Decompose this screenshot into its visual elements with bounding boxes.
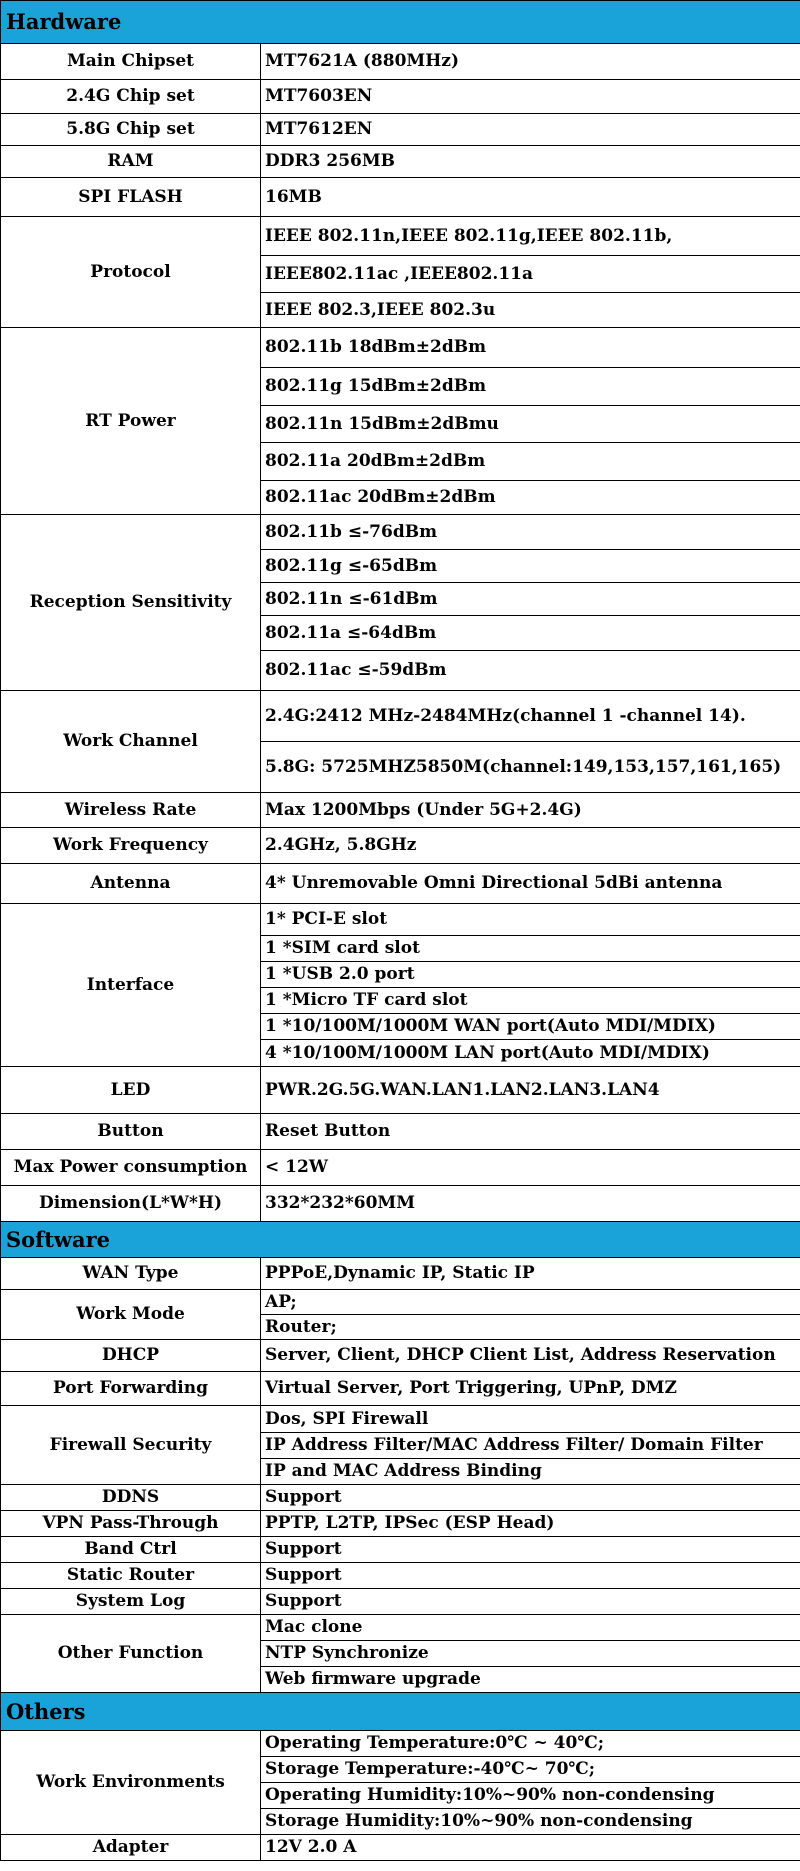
spec-value: Operating Temperature:0℃ ~ 40℃; — [261, 1731, 800, 1757]
spec-value: 802.11a ≤-64dBm — [261, 616, 800, 651]
spec-label: SPI FLASH — [1, 178, 261, 217]
spec-row-antenna — [1, 864, 800, 904]
spec-row-chip-58 — [1, 114, 800, 146]
spec-row-wireless-rate — [1, 793, 800, 828]
spec-value: 1 *Micro TF card slot — [261, 988, 800, 1014]
spec-row-work-channel — [1, 691, 800, 742]
spec-value: PPTP, L2TP, IPSec (ESP Head) — [261, 1511, 800, 1537]
spec-value: 4 *10/100M/1000M LAN port(Auto MDI/MDIX) — [261, 1040, 800, 1067]
spec-label: DHCP — [1, 1340, 261, 1372]
spec-row-protocol — [1, 217, 800, 256]
spec-value: 802.11b ≤-76dBm — [261, 515, 800, 550]
spec-value: DDR3 256MB — [261, 146, 800, 178]
spec-label: Interface — [1, 904, 261, 1067]
spec-row-vpn — [1, 1511, 800, 1537]
spec-label: DDNS — [1, 1485, 261, 1511]
spec-label: Main Chipset — [1, 44, 261, 80]
spec-label: Other Function — [1, 1615, 261, 1693]
spec-value: AP; — [261, 1290, 800, 1315]
spec-row-adapter — [1, 1835, 800, 1861]
spec-value: Storage Temperature:-40℃~ 70℃; — [261, 1757, 800, 1783]
spec-row-main-chipset — [1, 44, 800, 80]
spec-label: VPN Pass-Through — [1, 1511, 261, 1537]
spec-value: Server, Client, DHCP Client List, Address Reservation — [261, 1340, 800, 1372]
spec-row-port-forwarding — [1, 1372, 800, 1406]
spec-value: Mac clone — [261, 1615, 800, 1641]
spec-value: Support — [261, 1563, 800, 1589]
spec-value: 1 *USB 2.0 port — [261, 962, 800, 988]
spec-value: MT7612EN — [261, 114, 800, 146]
spec-value: 332*232*60MM — [261, 1186, 800, 1222]
spec-value: < 12W — [261, 1150, 800, 1186]
spec-label: Wireless Rate — [1, 793, 261, 828]
spec-value: IEEE 802.3,IEEE 802.3u — [261, 293, 800, 328]
spec-label: Protocol — [1, 217, 261, 328]
spec-row-band-ctrl — [1, 1537, 800, 1563]
spec-value: PPPoE,Dynamic IP, Static IP — [261, 1258, 800, 1290]
spec-row-spi-flash — [1, 178, 800, 217]
spec-row-rt-power — [1, 328, 800, 368]
spec-row-ddns — [1, 1485, 800, 1511]
spec-value: 5.8G: 5725MHZ5850M(channel:149,153,157,161,165) — [261, 742, 800, 793]
spec-value: 16MB — [261, 178, 800, 217]
spec-row-wan-type — [1, 1258, 800, 1290]
section-row-hardware — [1, 1, 800, 44]
spec-value: 802.11n 15dBm±2dBmu — [261, 406, 800, 443]
spec-value: 2.4G:2412 MHz-2484MHz(channel 1 -channel 14). — [261, 691, 800, 742]
spec-label: Firewall Security — [1, 1406, 261, 1485]
spec-label: 5.8G Chip set — [1, 114, 261, 146]
section-header-hardware: Hardware — [1, 1, 800, 44]
spec-value: 802.11ac 20dBm±2dBm — [261, 481, 800, 515]
spec-value: PWR.2G.5G.WAN.LAN1.LAN2.LAN3.LAN4 — [261, 1067, 800, 1114]
spec-row-chip-24 — [1, 80, 800, 114]
spec-value: MT7603EN — [261, 80, 800, 114]
spec-label: System Log — [1, 1589, 261, 1615]
spec-value: Storage Humidity:10%~90% non-condensing — [261, 1809, 800, 1835]
spec-label: WAN Type — [1, 1258, 261, 1290]
spec-label: RAM — [1, 146, 261, 178]
spec-row-interface — [1, 904, 800, 936]
spec-value: Dos, SPI Firewall — [261, 1406, 800, 1433]
spec-value: 802.11b 18dBm±2dBm — [261, 328, 800, 368]
spec-label: Port Forwarding — [1, 1372, 261, 1406]
spec-label: Work Frequency — [1, 828, 261, 864]
spec-label: Band Ctrl — [1, 1537, 261, 1563]
spec-label: Adapter — [1, 1835, 261, 1861]
spec-row-dhcp — [1, 1340, 800, 1372]
spec-value: 12V 2.0 A — [261, 1835, 800, 1861]
spec-value: IP and MAC Address Binding — [261, 1459, 800, 1485]
spec-row-led — [1, 1067, 800, 1114]
spec-label: Antenna — [1, 864, 261, 904]
spec-value: 1 *SIM card slot — [261, 936, 800, 962]
spec-value: Virtual Server, Port Triggering, UPnP, DMZ — [261, 1372, 800, 1406]
spec-label: Button — [1, 1114, 261, 1150]
spec-label: 2.4G Chip set — [1, 80, 261, 114]
section-row-others — [1, 1693, 800, 1731]
spec-label: Work Mode — [1, 1290, 261, 1340]
spec-value: 1 *10/100M/1000M WAN port(Auto MDI/MDIX) — [261, 1014, 800, 1040]
spec-row-work-mode — [1, 1290, 800, 1315]
spec-label: RT Power — [1, 328, 261, 515]
spec-row-firewall — [1, 1406, 800, 1433]
spec-value: 802.11g 15dBm±2dBm — [261, 368, 800, 406]
spec-label: Reception Sensitivity — [1, 515, 261, 691]
spec-value: IEEE802.11ac ,IEEE802.11a — [261, 256, 800, 293]
spec-label: Static Router — [1, 1563, 261, 1589]
spec-row-other-function — [1, 1615, 800, 1641]
spec-value: Operating Humidity:10%~90% non-condensing — [261, 1783, 800, 1809]
spec-row-system-log — [1, 1589, 800, 1615]
section-header-others: Others — [1, 1693, 800, 1731]
spec-value: MT7621A (880MHz) — [261, 44, 800, 80]
spec-label: Work Environments — [1, 1731, 261, 1835]
spec-row-work-env — [1, 1731, 800, 1757]
spec-label: LED — [1, 1067, 261, 1114]
spec-value: Max 1200Mbps (Under 5G+2.4G) — [261, 793, 800, 828]
section-header-software: Software — [1, 1222, 800, 1258]
spec-row-dimension — [1, 1186, 800, 1222]
spec-value: Support — [261, 1537, 800, 1563]
spec-value: Router; — [261, 1315, 800, 1340]
spec-value: 802.11ac ≤-59dBm — [261, 651, 800, 691]
spec-row-max-power — [1, 1150, 800, 1186]
spec-value: 4* Unremovable Omni Directional 5dBi antenna — [261, 864, 800, 904]
spec-value: NTP Synchronize — [261, 1641, 800, 1667]
spec-row-work-frequency — [1, 828, 800, 864]
spec-value: 1* PCI-E slot — [261, 904, 800, 936]
spec-value: Reset Button — [261, 1114, 800, 1150]
spec-value: 802.11n ≤-61dBm — [261, 583, 800, 616]
spec-label: Work Channel — [1, 691, 261, 793]
spec-value: Support — [261, 1485, 800, 1511]
spec-row-static-router — [1, 1563, 800, 1589]
spec-value: IP Address Filter/MAC Address Filter/ Domain Filter — [261, 1433, 800, 1459]
spec-value: 802.11g ≤-65dBm — [261, 550, 800, 583]
spec-value: Support — [261, 1589, 800, 1615]
spec-label: Max Power consumption — [1, 1150, 261, 1186]
spec-value: IEEE 802.11n,IEEE 802.11g,IEEE 802.11b, — [261, 217, 800, 256]
spec-row-ram — [1, 146, 800, 178]
section-row-software — [1, 1222, 800, 1258]
spec-value: 802.11a 20dBm±2dBm — [261, 443, 800, 481]
spec-value: 2.4GHz, 5.8GHz — [261, 828, 800, 864]
spec-label: Dimension(L*W*H) — [1, 1186, 261, 1222]
spec-row-button — [1, 1114, 800, 1150]
spec-row-reception — [1, 515, 800, 550]
spec-value: Web firmware upgrade — [261, 1667, 800, 1693]
